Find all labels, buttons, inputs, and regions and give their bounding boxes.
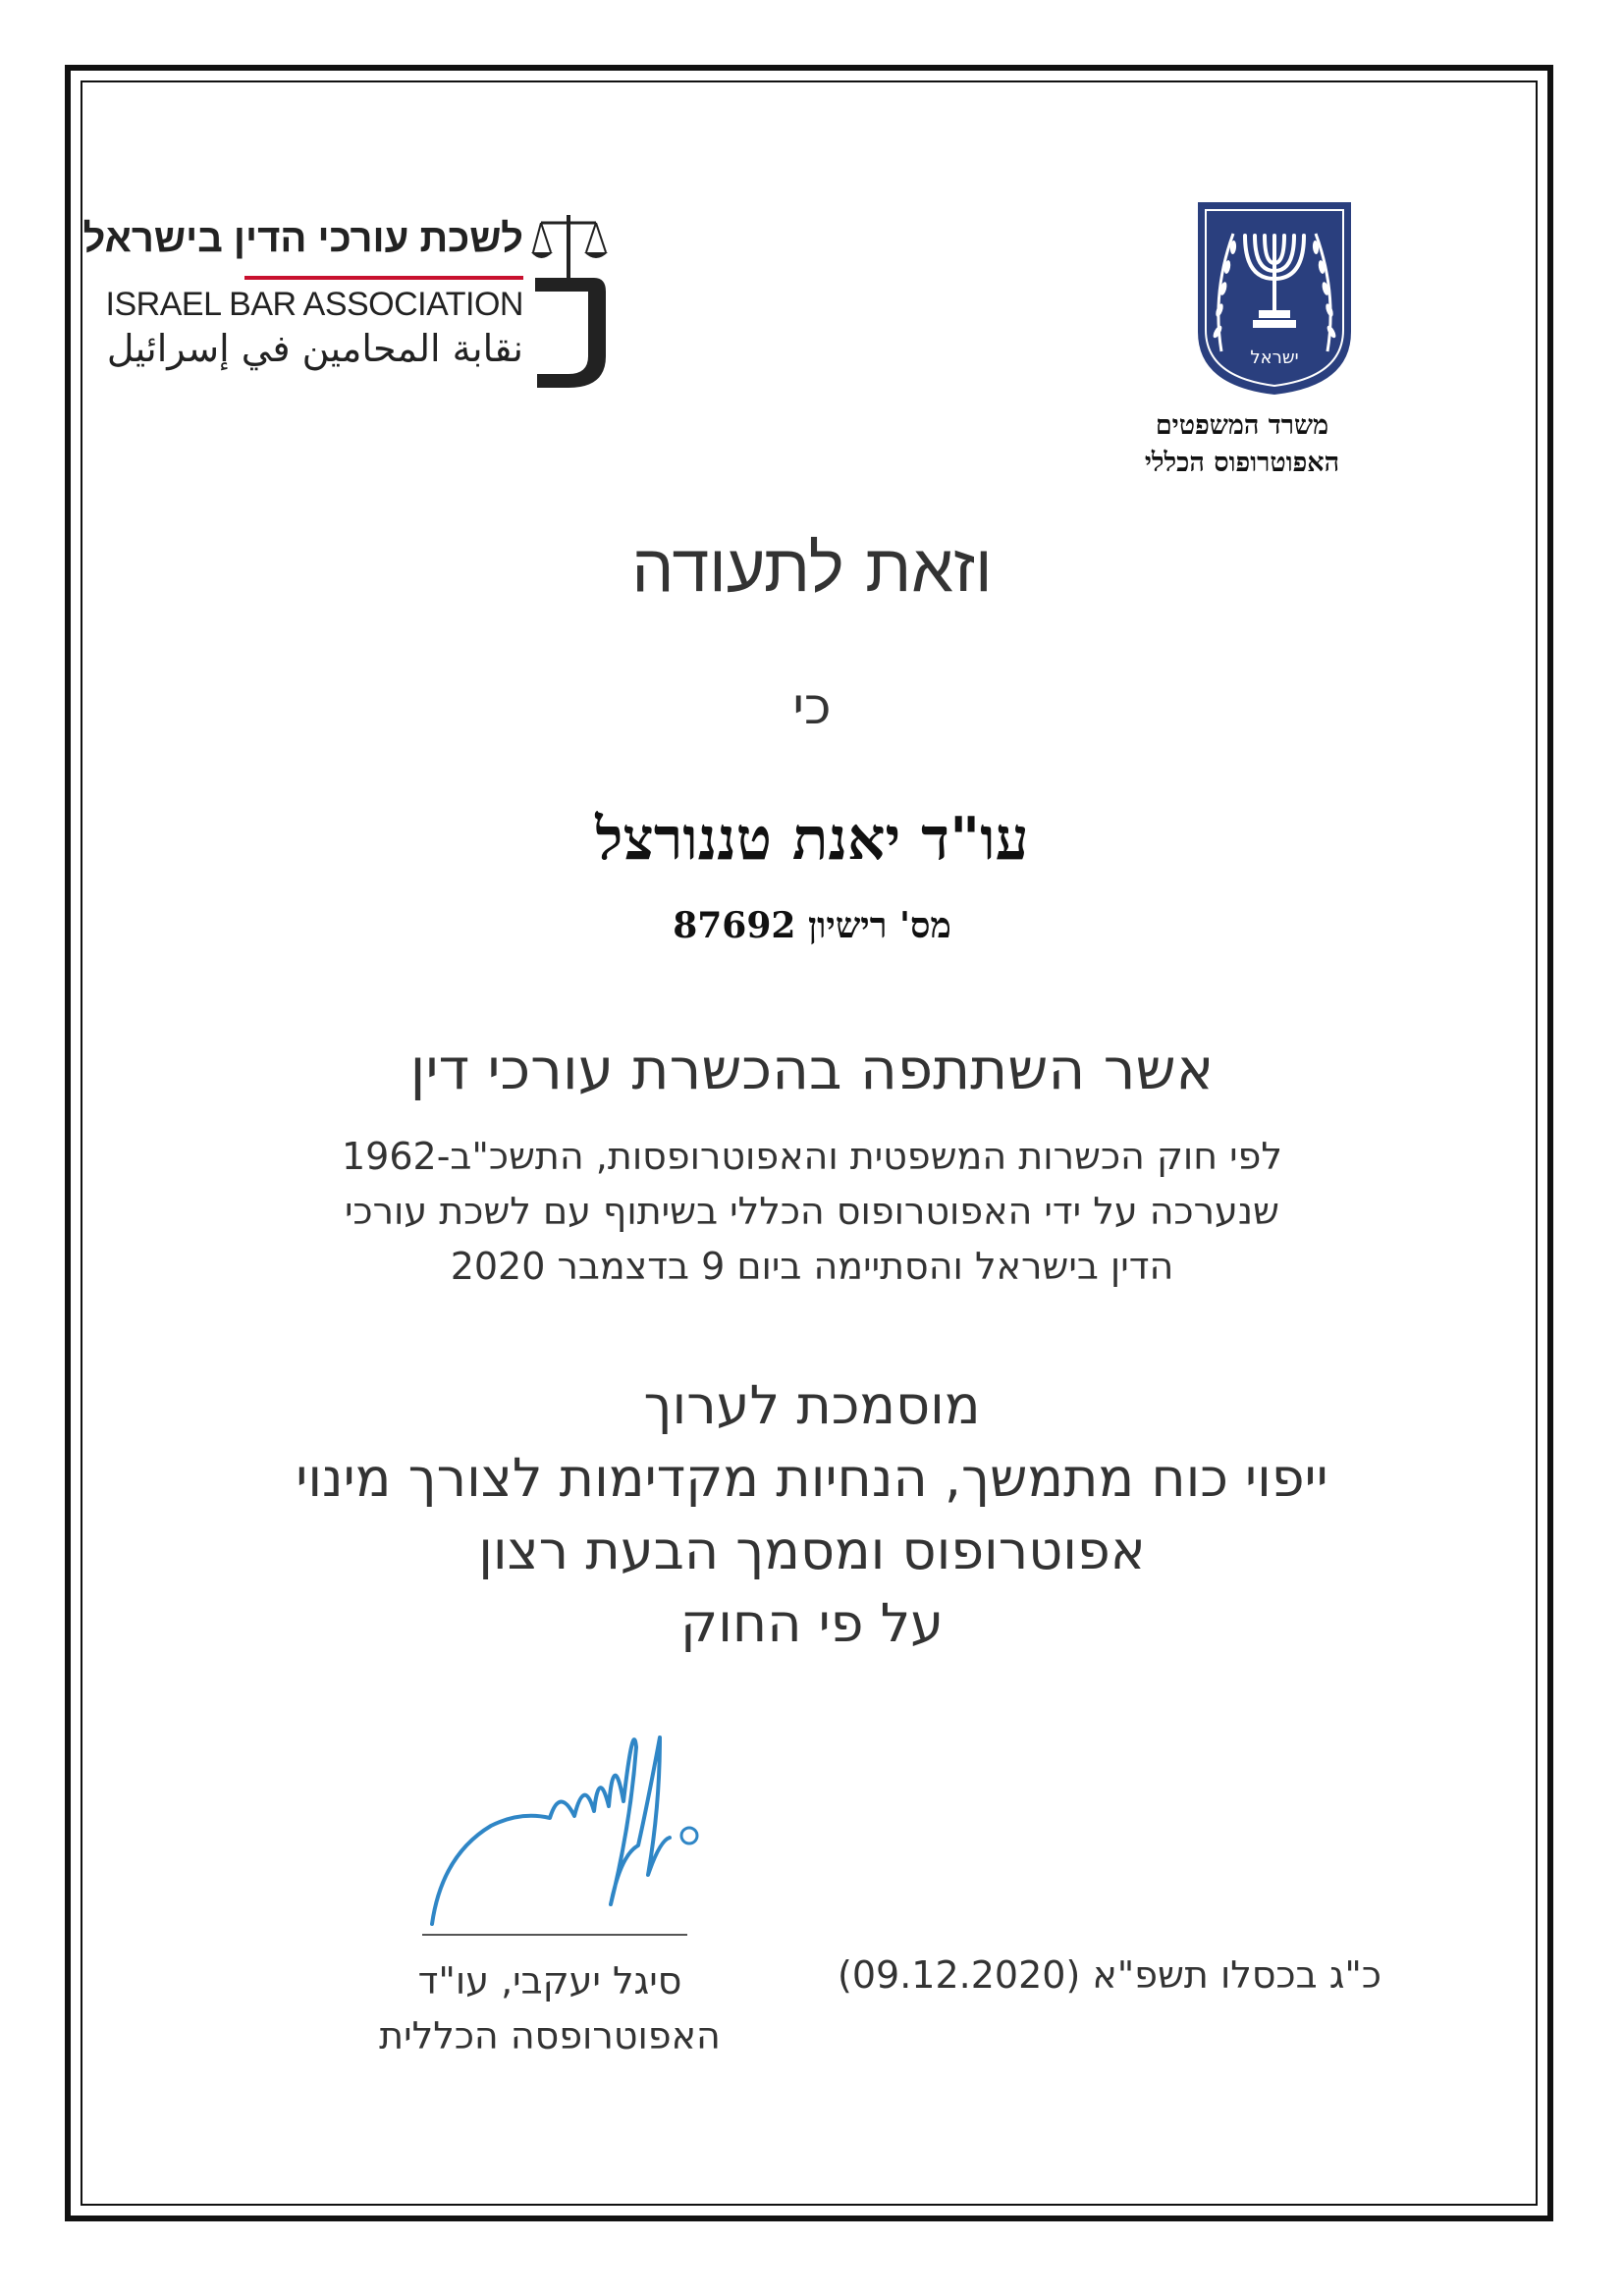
scales-of-justice-icon — [529, 209, 614, 392]
participation-statement: אשר השתתפה בהכשרת עורכי דין — [409, 1036, 1215, 1102]
bar-hebrew-name: לשכת עורכי הדין בישראל — [82, 217, 523, 260]
emblem-text: ישראל — [1250, 347, 1299, 368]
authorization-paragraph — [0, 1369, 1624, 1660]
issue-date: כ"ג בכסלו תשפ"א (09.12.2020) — [838, 1953, 1381, 1997]
bar-arabic-name: نقابة المحامين في إسرائيل — [106, 327, 523, 370]
authorized-line-1: מוסמכת לערוך — [643, 1374, 981, 1436]
certificate-ki: כי — [792, 677, 832, 736]
recipient-name: עו"ד יאנת טננורצל — [595, 805, 1029, 874]
law-line-1: לפי חוק הכשרות המשפטית והאפוטרופסות, התשכ"ב-1962 — [342, 1135, 1282, 1178]
authorized-line-2: ייפוי כוח מתמשך, הנחיות מקדימות לצורך מינוי — [296, 1447, 1328, 1509]
certificate-title: וזאת לתעודה — [631, 530, 993, 608]
authorized-line-4: על פי החוק — [679, 1592, 945, 1654]
bar-association-logo — [82, 201, 614, 398]
signer-role: האפוטרופסה הכללית — [379, 2014, 721, 2057]
law-line-2: שנערכה על ידי האפוטרופוס הכללי בשיתוף עם לשכת עורכי — [345, 1190, 1279, 1233]
signer-name: סיגל יעקבי, עו"ד — [417, 1959, 682, 2002]
ministry-line-1: משרד המשפטים — [1155, 410, 1329, 441]
bar-english-name: ISRAEL BAR ASSOCIATION — [105, 286, 523, 323]
law-line-3: הדין בישראל והסתיימה ביום 9 בדצמבר 2020 — [450, 1245, 1174, 1288]
signer-block — [324, 1953, 776, 2063]
handwritten-signature — [403, 1708, 727, 1944]
license-number: מס' רישיון 87692 — [673, 905, 951, 946]
state-emblem-icon — [1188, 194, 1361, 399]
ministry-name — [1080, 407, 1404, 482]
authorized-line-3: אפוטרופוס ומסמך הבעת רצון — [478, 1520, 1146, 1581]
bar-red-line — [244, 276, 523, 280]
signature-line — [422, 1934, 687, 1936]
law-paragraph — [0, 1129, 1624, 1294]
ministry-line-2: האפוטרופוס הכללי — [1144, 448, 1340, 478]
